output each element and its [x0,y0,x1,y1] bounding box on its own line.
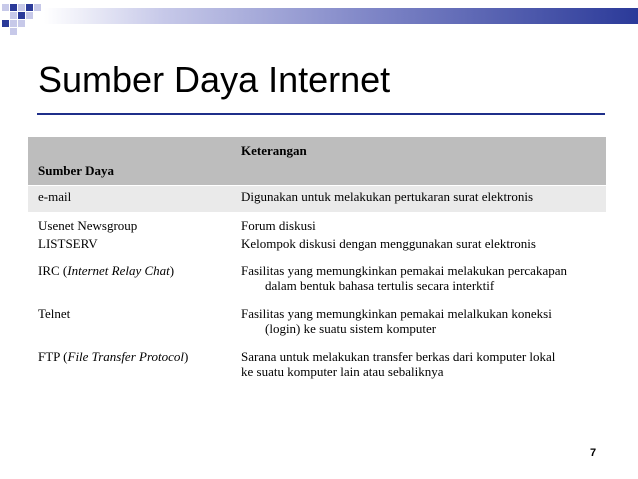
table-row [28,304,606,347]
table-row [28,234,606,261]
header-resource: Sumber Daya [28,137,231,186]
description-cell [231,261,606,304]
description-cell [231,186,606,212]
description-line: Fasilitas yang memungkinkan pemakai melalkukan koneksi [241,305,552,321]
description-cell [231,234,606,261]
title-underline [37,113,605,115]
slide-title: Sumber Daya Internet [38,59,391,100]
resource-cell: Telnet [38,305,71,321]
description-line: Sarana untuk melakukan transfer berkas dari komputer lokal [241,348,556,364]
header-description: Keterangan [231,137,606,186]
resource-cell [28,261,231,304]
description-line: Digunakan untuk melakukan pertukaran surat elektronis [241,189,534,204]
table-row [28,212,606,234]
description-cell [231,347,606,383]
table-row [28,261,606,304]
header-gradient-bar [44,8,638,24]
description-line: Fasilitas yang memungkinkan pemakai melakukan percakapan [241,262,567,278]
resource-cell: LISTSERV [38,235,98,251]
resource-expansion: File Transfer Protocol [67,348,185,364]
resource-expansion: Internet Relay Chat [67,262,170,278]
page-number: 7 [590,447,597,459]
table-header-row [28,137,606,186]
table-row [28,347,606,383]
description-cell [231,212,606,234]
description-line: Kelompok diskusi dengan menggunakan surat elektronis [241,235,536,251]
resource-suffix: ) [169,262,175,278]
resource-suffix: ) [184,348,189,364]
resource-cell [28,347,231,383]
description-line: (login) ke suatu sistem komputer [265,320,437,336]
description-line: ke suatu komputer lain atau sebaliknya [241,363,444,379]
table-row [28,186,606,212]
resources-table [28,137,606,383]
description-cell [231,304,606,347]
description-line: Forum diskusi [241,217,316,233]
resource-prefix: FTP ( [38,348,68,364]
resource-cell: e-mail [28,186,231,212]
resource-cell: Usenet Newsgroup [38,217,138,233]
description-line: dalam bentuk bahasa tertulis secara interktif [265,277,495,293]
resource-prefix: IRC ( [38,262,68,278]
